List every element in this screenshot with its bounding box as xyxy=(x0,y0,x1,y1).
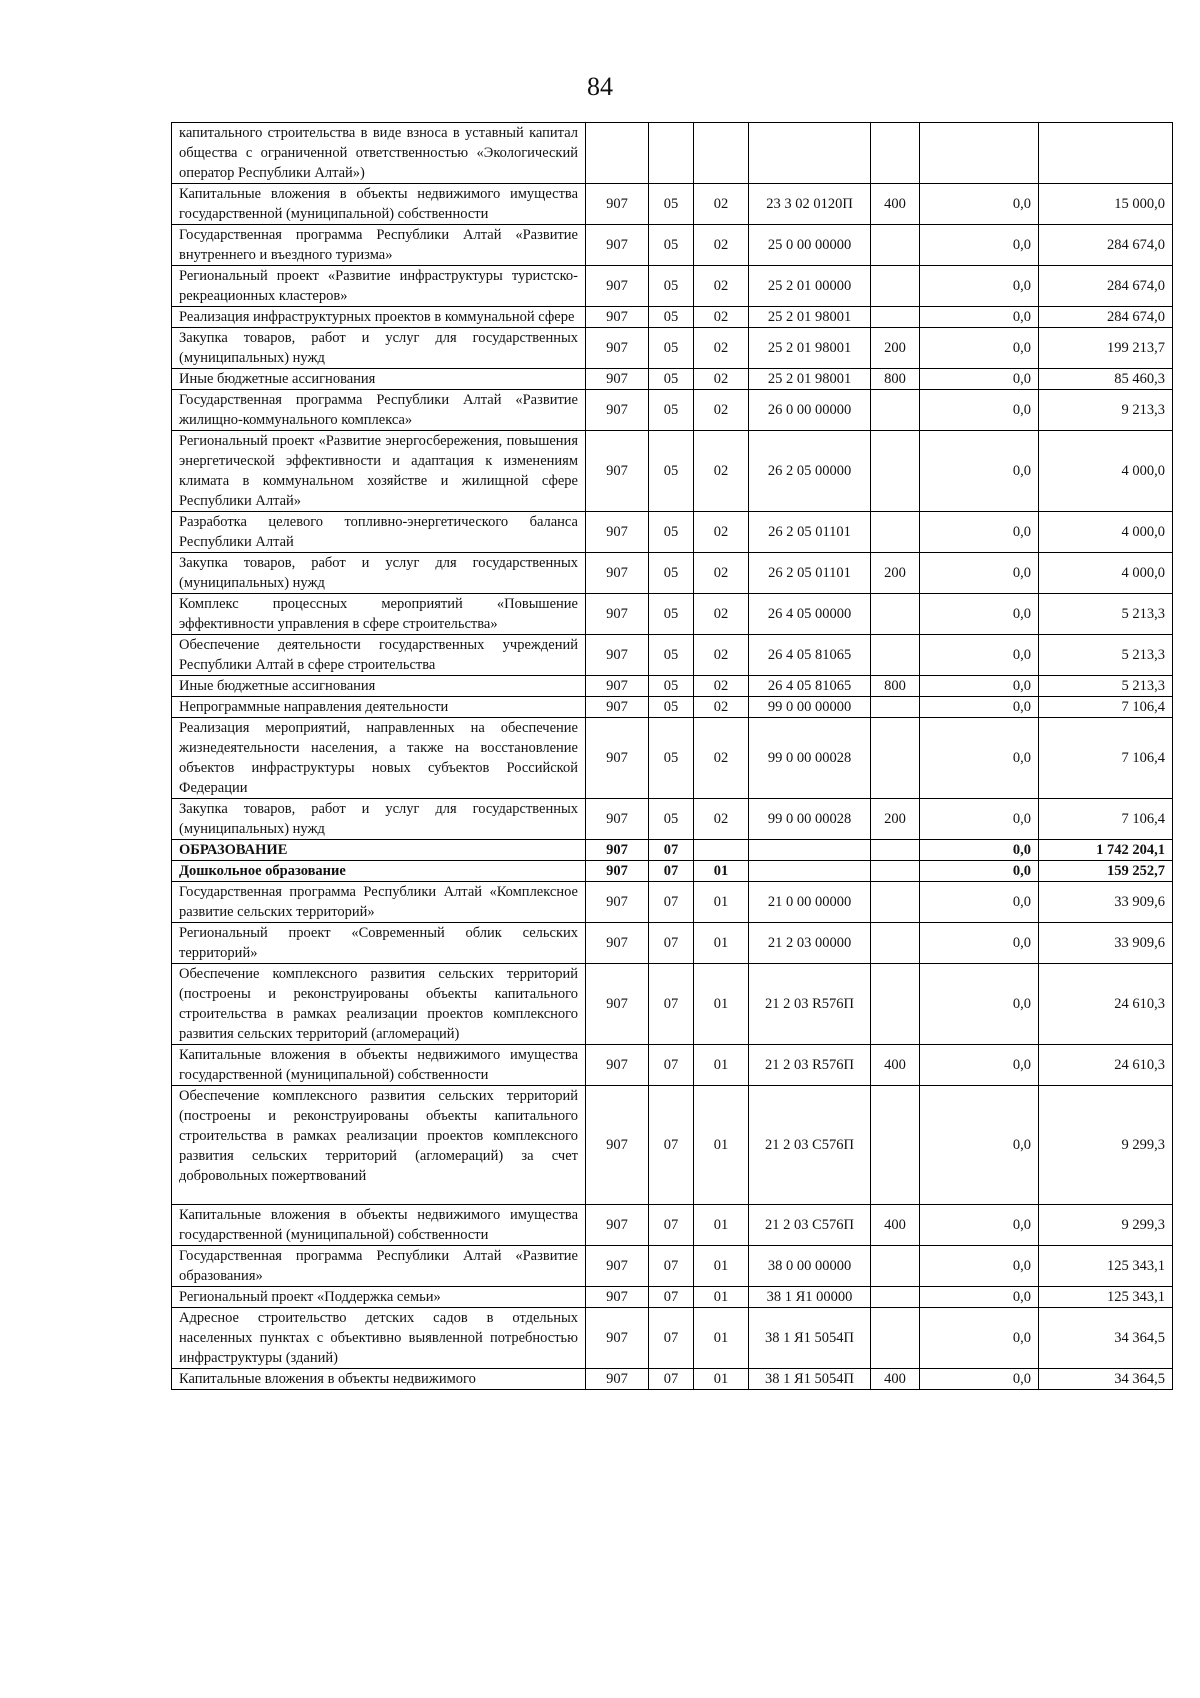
row-amount-2: 284 674,0 xyxy=(1039,225,1173,266)
row-amount-2: 1 742 204,1 xyxy=(1039,840,1173,861)
row-amount-1: 0,0 xyxy=(920,328,1039,369)
row-name: Региональный проект «Развитие энергосбережения, повышения энергетической эффективности и адаптация к изменениям климата в коммунальном хозяйстве и жилищной сфере Республики Алтай» xyxy=(172,431,586,512)
row-section-code xyxy=(649,123,694,184)
row-amount-1: 0,0 xyxy=(920,1308,1039,1369)
row-expense-type: 400 xyxy=(871,184,920,225)
row-target-article: 25 2 01 98001 xyxy=(749,328,871,369)
row-amount-1: 0,0 xyxy=(920,923,1039,964)
row-section-code: 07 xyxy=(649,1045,694,1086)
row-expense-type: 200 xyxy=(871,553,920,594)
row-target-article: 25 0 00 00000 xyxy=(749,225,871,266)
row-amount-2: 5 213,3 xyxy=(1039,676,1173,697)
row-ministry-code: 907 xyxy=(586,553,649,594)
table-row xyxy=(172,431,1173,512)
row-section-code: 07 xyxy=(649,840,694,861)
row-ministry-code: 907 xyxy=(586,799,649,840)
row-expense-type xyxy=(871,266,920,307)
row-target-article: 25 2 01 98001 xyxy=(749,369,871,390)
row-expense-type xyxy=(871,307,920,328)
row-amount-1: 0,0 xyxy=(920,307,1039,328)
row-name: Закупка товаров, работ и услуг для государственных (муниципальных) нужд xyxy=(172,799,586,840)
table-row xyxy=(172,307,1173,328)
row-section-code: 05 xyxy=(649,328,694,369)
row-name: ОБРАЗОВАНИЕ xyxy=(172,840,586,861)
row-expense-type xyxy=(871,1246,920,1287)
row-subsection-code: 02 xyxy=(694,184,749,225)
row-expense-type xyxy=(871,1308,920,1369)
row-amount-1: 0,0 xyxy=(920,512,1039,553)
row-ministry-code: 907 xyxy=(586,1369,649,1390)
row-subsection-code: 02 xyxy=(694,512,749,553)
row-amount-1: 0,0 xyxy=(920,1369,1039,1390)
row-target-article: 38 1 Я1 5054П xyxy=(749,1308,871,1369)
row-amount-1: 0,0 xyxy=(920,840,1039,861)
table-row xyxy=(172,1205,1173,1246)
row-ministry-code: 907 xyxy=(586,1045,649,1086)
row-section-code: 05 xyxy=(649,799,694,840)
row-target-article: 38 1 Я1 00000 xyxy=(749,1287,871,1308)
row-target-article: 21 2 03 С576П xyxy=(749,1086,871,1205)
row-amount-2: 125 343,1 xyxy=(1039,1246,1173,1287)
row-expense-type xyxy=(871,840,920,861)
row-expense-type xyxy=(871,923,920,964)
table-row xyxy=(172,553,1173,594)
row-section-code: 07 xyxy=(649,1086,694,1205)
row-name: Государственная программа Республики Алтай «Комплексное развитие сельских территорий» xyxy=(172,882,586,923)
row-expense-type xyxy=(871,390,920,431)
row-ministry-code: 907 xyxy=(586,594,649,635)
row-section-code: 05 xyxy=(649,594,694,635)
row-amount-2: 4 000,0 xyxy=(1039,431,1173,512)
row-name: Капитальные вложения в объекты недвижимого имущества государственной (муниципальной) собственности xyxy=(172,1045,586,1086)
row-amount-1: 0,0 xyxy=(920,184,1039,225)
row-subsection-code: 01 xyxy=(694,1246,749,1287)
row-section-code: 05 xyxy=(649,266,694,307)
row-amount-2: 159 252,7 xyxy=(1039,861,1173,882)
row-expense-type xyxy=(871,431,920,512)
row-amount-2: 34 364,5 xyxy=(1039,1369,1173,1390)
row-section-code: 07 xyxy=(649,882,694,923)
row-name: капитального строительства в виде взноса в уставный капитал общества с ограниченной ответственностью «Экологический оператор Республики Алтай») xyxy=(172,123,586,184)
table-row xyxy=(172,1287,1173,1308)
row-amount-2: 199 213,7 xyxy=(1039,328,1173,369)
row-amount-2: 4 000,0 xyxy=(1039,553,1173,594)
row-name: Региональный проект «Развитие инфраструктуры туристско-рекреационных кластеров» xyxy=(172,266,586,307)
row-amount-2: 284 674,0 xyxy=(1039,266,1173,307)
row-target-article: 23 3 02 0120П xyxy=(749,184,871,225)
row-subsection-code: 01 xyxy=(694,1045,749,1086)
table-row xyxy=(172,676,1173,697)
row-amount-2: 7 106,4 xyxy=(1039,799,1173,840)
table-row xyxy=(172,1369,1173,1390)
row-amount-1: 0,0 xyxy=(920,1246,1039,1287)
table-row xyxy=(172,718,1173,799)
row-target-article xyxy=(749,840,871,861)
table-row xyxy=(172,1308,1173,1369)
row-name: Государственная программа Республики Алтай «Развитие образования» xyxy=(172,1246,586,1287)
row-target-article: 26 4 05 81065 xyxy=(749,676,871,697)
row-name: Региональный проект «Современный облик сельских территорий» xyxy=(172,923,586,964)
row-target-article: 26 0 00 00000 xyxy=(749,390,871,431)
row-expense-type xyxy=(871,512,920,553)
row-amount-2: 7 106,4 xyxy=(1039,718,1173,799)
row-subsection-code: 02 xyxy=(694,328,749,369)
row-name: Капитальные вложения в объекты недвижимого xyxy=(172,1369,586,1390)
row-subsection-code: 01 xyxy=(694,923,749,964)
row-ministry-code: 907 xyxy=(586,1287,649,1308)
row-amount-1: 0,0 xyxy=(920,390,1039,431)
row-amount-1: 0,0 xyxy=(920,861,1039,882)
row-ministry-code: 907 xyxy=(586,266,649,307)
row-amount-1: 0,0 xyxy=(920,882,1039,923)
row-ministry-code: 907 xyxy=(586,1308,649,1369)
row-ministry-code: 907 xyxy=(586,923,649,964)
row-target-article xyxy=(749,123,871,184)
table-body xyxy=(172,123,1173,1390)
table-row xyxy=(172,512,1173,553)
row-ministry-code: 907 xyxy=(586,635,649,676)
row-subsection-code: 02 xyxy=(694,697,749,718)
row-section-code: 05 xyxy=(649,718,694,799)
row-subsection-code: 01 xyxy=(694,1205,749,1246)
row-expense-type xyxy=(871,882,920,923)
table-row xyxy=(172,369,1173,390)
row-ministry-code: 907 xyxy=(586,1205,649,1246)
row-amount-1: 0,0 xyxy=(920,676,1039,697)
row-target-article: 21 0 00 00000 xyxy=(749,882,871,923)
row-ministry-code: 907 xyxy=(586,718,649,799)
row-section-code: 07 xyxy=(649,1369,694,1390)
table-row xyxy=(172,964,1173,1045)
row-ministry-code: 907 xyxy=(586,369,649,390)
row-amount-1: 0,0 xyxy=(920,635,1039,676)
row-subsection-code: 02 xyxy=(694,369,749,390)
row-expense-type xyxy=(871,635,920,676)
row-ministry-code: 907 xyxy=(586,861,649,882)
row-subsection-code xyxy=(694,840,749,861)
row-amount-2: 5 213,3 xyxy=(1039,635,1173,676)
row-subsection-code: 02 xyxy=(694,676,749,697)
row-section-code: 07 xyxy=(649,1205,694,1246)
table-row xyxy=(172,635,1173,676)
row-target-article: 25 2 01 98001 xyxy=(749,307,871,328)
row-name: Комплекс процессных мероприятий «Повышение эффективности управления в сфере строительства» xyxy=(172,594,586,635)
row-ministry-code: 907 xyxy=(586,964,649,1045)
row-amount-1: 0,0 xyxy=(920,799,1039,840)
table-row xyxy=(172,328,1173,369)
row-target-article: 38 0 00 00000 xyxy=(749,1246,871,1287)
table-row xyxy=(172,123,1173,184)
row-ministry-code: 907 xyxy=(586,840,649,861)
row-name: Государственная программа Республики Алтай «Развитие внутреннего и въездного туризма» xyxy=(172,225,586,266)
row-section-code: 07 xyxy=(649,861,694,882)
row-name: Закупка товаров, работ и услуг для государственных (муниципальных) нужд xyxy=(172,328,586,369)
row-amount-2: 125 343,1 xyxy=(1039,1287,1173,1308)
row-section-code: 05 xyxy=(649,512,694,553)
row-subsection-code: 02 xyxy=(694,594,749,635)
row-amount-1: 0,0 xyxy=(920,964,1039,1045)
row-amount-2: 85 460,3 xyxy=(1039,369,1173,390)
row-ministry-code: 907 xyxy=(586,390,649,431)
row-amount-2: 34 364,5 xyxy=(1039,1308,1173,1369)
row-section-code: 05 xyxy=(649,390,694,431)
table-row xyxy=(172,594,1173,635)
row-ministry-code: 907 xyxy=(586,882,649,923)
table-row xyxy=(172,882,1173,923)
row-name: Дошкольное образование xyxy=(172,861,586,882)
row-target-article: 38 1 Я1 5054П xyxy=(749,1369,871,1390)
row-target-article: 26 2 05 01101 xyxy=(749,553,871,594)
row-target-article: 26 4 05 00000 xyxy=(749,594,871,635)
row-section-code: 05 xyxy=(649,369,694,390)
row-section-code: 05 xyxy=(649,676,694,697)
row-name: Капитальные вложения в объекты недвижимого имущества государственной (муниципальной) собственности xyxy=(172,1205,586,1246)
row-ministry-code: 907 xyxy=(586,184,649,225)
row-section-code: 05 xyxy=(649,431,694,512)
table-row xyxy=(172,266,1173,307)
row-expense-type: 400 xyxy=(871,1045,920,1086)
row-amount-2: 15 000,0 xyxy=(1039,184,1173,225)
row-section-code: 07 xyxy=(649,964,694,1045)
row-name: Обеспечение комплексного развития сельских территорий (построены и реконструированы объекты капитального строительства в рамках реализации проектов комплексного развития сельских территорий (агломераций) xyxy=(172,964,586,1045)
row-name: Разработка целевого топливно-энергетического баланса Республики Алтай xyxy=(172,512,586,553)
row-amount-2: 33 909,6 xyxy=(1039,882,1173,923)
row-amount-1: 0,0 xyxy=(920,1045,1039,1086)
row-subsection-code: 01 xyxy=(694,1369,749,1390)
row-subsection-code: 02 xyxy=(694,266,749,307)
row-amount-2 xyxy=(1039,123,1173,184)
row-subsection-code: 01 xyxy=(694,1086,749,1205)
row-subsection-code: 02 xyxy=(694,431,749,512)
row-amount-2: 4 000,0 xyxy=(1039,512,1173,553)
row-expense-type xyxy=(871,225,920,266)
row-amount-2: 9 299,3 xyxy=(1039,1086,1173,1205)
row-section-code: 05 xyxy=(649,307,694,328)
row-subsection-code: 01 xyxy=(694,964,749,1045)
page-number: 84 xyxy=(587,72,613,101)
table-row xyxy=(172,1246,1173,1287)
row-amount-2: 9 299,3 xyxy=(1039,1205,1173,1246)
row-ministry-code: 907 xyxy=(586,225,649,266)
row-expense-type: 400 xyxy=(871,1369,920,1390)
row-amount-1: 0,0 xyxy=(920,1086,1039,1205)
table-row xyxy=(172,840,1173,861)
row-name: Реализация инфраструктурных проектов в коммунальной сфере xyxy=(172,307,586,328)
table-row xyxy=(172,1045,1173,1086)
row-subsection-code: 02 xyxy=(694,799,749,840)
row-expense-type xyxy=(871,697,920,718)
row-amount-1: 0,0 xyxy=(920,553,1039,594)
row-section-code: 05 xyxy=(649,225,694,266)
row-section-code: 05 xyxy=(649,553,694,594)
row-amount-2: 33 909,6 xyxy=(1039,923,1173,964)
row-subsection-code: 01 xyxy=(694,1308,749,1369)
row-expense-type: 200 xyxy=(871,799,920,840)
row-amount-1: 0,0 xyxy=(920,431,1039,512)
row-amount-1: 0,0 xyxy=(920,266,1039,307)
row-ministry-code: 907 xyxy=(586,512,649,553)
row-target-article: 25 2 01 00000 xyxy=(749,266,871,307)
row-name: Непрограммные направления деятельности xyxy=(172,697,586,718)
row-subsection-code: 01 xyxy=(694,861,749,882)
row-target-article: 99 0 00 00028 xyxy=(749,718,871,799)
row-section-code: 07 xyxy=(649,1308,694,1369)
row-subsection-code: 01 xyxy=(694,1287,749,1308)
row-expense-type xyxy=(871,964,920,1045)
row-amount-1: 0,0 xyxy=(920,718,1039,799)
row-ministry-code: 907 xyxy=(586,697,649,718)
row-ministry-code xyxy=(586,123,649,184)
row-amount-1: 0,0 xyxy=(920,225,1039,266)
row-ministry-code: 907 xyxy=(586,307,649,328)
row-name: Реализация мероприятий, направленных на обеспечение жизнедеятельности населения, а также на восстановление объектов инфраструктуры новых субъектов Российской Федерации xyxy=(172,718,586,799)
row-target-article: 99 0 00 00028 xyxy=(749,799,871,840)
row-subsection-code xyxy=(694,123,749,184)
row-subsection-code: 02 xyxy=(694,307,749,328)
row-ministry-code: 907 xyxy=(586,431,649,512)
row-amount-2: 284 674,0 xyxy=(1039,307,1173,328)
row-section-code: 05 xyxy=(649,184,694,225)
row-subsection-code: 02 xyxy=(694,390,749,431)
row-subsection-code: 01 xyxy=(694,882,749,923)
row-subsection-code: 02 xyxy=(694,553,749,594)
row-expense-type xyxy=(871,594,920,635)
row-name: Государственная программа Республики Алтай «Развитие жилищно-коммунального комплекса» xyxy=(172,390,586,431)
row-expense-type xyxy=(871,123,920,184)
table-row xyxy=(172,923,1173,964)
row-section-code: 07 xyxy=(649,923,694,964)
row-expense-type: 400 xyxy=(871,1205,920,1246)
row-name: Адресное строительство детских садов в отдельных населенных пунктах с объективно выявленной потребностью инфраструктуры (зданий) xyxy=(172,1308,586,1369)
row-amount-1: 0,0 xyxy=(920,594,1039,635)
row-amount-2: 9 213,3 xyxy=(1039,390,1173,431)
table-row xyxy=(172,697,1173,718)
table-row xyxy=(172,225,1173,266)
row-ministry-code: 907 xyxy=(586,328,649,369)
row-amount-2: 24 610,3 xyxy=(1039,964,1173,1045)
row-amount-2: 24 610,3 xyxy=(1039,1045,1173,1086)
row-amount-1: 0,0 xyxy=(920,1287,1039,1308)
row-name: Региональный проект «Поддержка семьи» xyxy=(172,1287,586,1308)
table-row xyxy=(172,1086,1173,1205)
row-expense-type xyxy=(871,1086,920,1205)
row-expense-type: 800 xyxy=(871,676,920,697)
row-amount-2: 5 213,3 xyxy=(1039,594,1173,635)
row-amount-1: 0,0 xyxy=(920,369,1039,390)
row-target-article xyxy=(749,861,871,882)
row-ministry-code: 907 xyxy=(586,1246,649,1287)
row-target-article: 21 2 03 R576П xyxy=(749,964,871,1045)
row-subsection-code: 02 xyxy=(694,718,749,799)
row-name: Обеспечение деятельности государственных учреждений Республики Алтай в сфере строительства xyxy=(172,635,586,676)
row-name: Иные бюджетные ассигнования xyxy=(172,369,586,390)
row-target-article: 21 2 03 С576П xyxy=(749,1205,871,1246)
row-expense-type xyxy=(871,1287,920,1308)
row-target-article: 99 0 00 00000 xyxy=(749,697,871,718)
row-subsection-code: 02 xyxy=(694,225,749,266)
row-target-article: 26 2 05 01101 xyxy=(749,512,871,553)
row-ministry-code: 907 xyxy=(586,676,649,697)
row-target-article: 26 4 05 81065 xyxy=(749,635,871,676)
row-amount-2: 7 106,4 xyxy=(1039,697,1173,718)
row-name: Иные бюджетные ассигнования xyxy=(172,676,586,697)
row-amount-1: 0,0 xyxy=(920,697,1039,718)
row-name: Закупка товаров, работ и услуг для государственных (муниципальных) нужд xyxy=(172,553,586,594)
row-target-article: 21 2 03 00000 xyxy=(749,923,871,964)
row-section-code: 05 xyxy=(649,635,694,676)
row-name: Капитальные вложения в объекты недвижимого имущества государственной (муниципальной) собственности xyxy=(172,184,586,225)
row-expense-type: 200 xyxy=(871,328,920,369)
row-expense-type xyxy=(871,861,920,882)
row-target-article: 21 2 03 R576П xyxy=(749,1045,871,1086)
row-expense-type: 800 xyxy=(871,369,920,390)
table-row xyxy=(172,861,1173,882)
table-row xyxy=(172,390,1173,431)
row-section-code: 07 xyxy=(649,1287,694,1308)
budget-table xyxy=(171,122,1173,1390)
row-target-article: 26 2 05 00000 xyxy=(749,431,871,512)
row-amount-1: 0,0 xyxy=(920,1205,1039,1246)
row-section-code: 07 xyxy=(649,1246,694,1287)
table-row xyxy=(172,799,1173,840)
row-ministry-code: 907 xyxy=(586,1086,649,1205)
row-amount-1 xyxy=(920,123,1039,184)
row-expense-type xyxy=(871,718,920,799)
row-section-code: 05 xyxy=(649,697,694,718)
table-row xyxy=(172,184,1173,225)
row-name: Обеспечение комплексного развития сельских территорий (построены и реконструированы объекты капитального строительства в рамках реализации проектов комплексного развития сельских территорий (агломераций) за счет добровольных пожертвований xyxy=(172,1086,586,1205)
row-subsection-code: 02 xyxy=(694,635,749,676)
